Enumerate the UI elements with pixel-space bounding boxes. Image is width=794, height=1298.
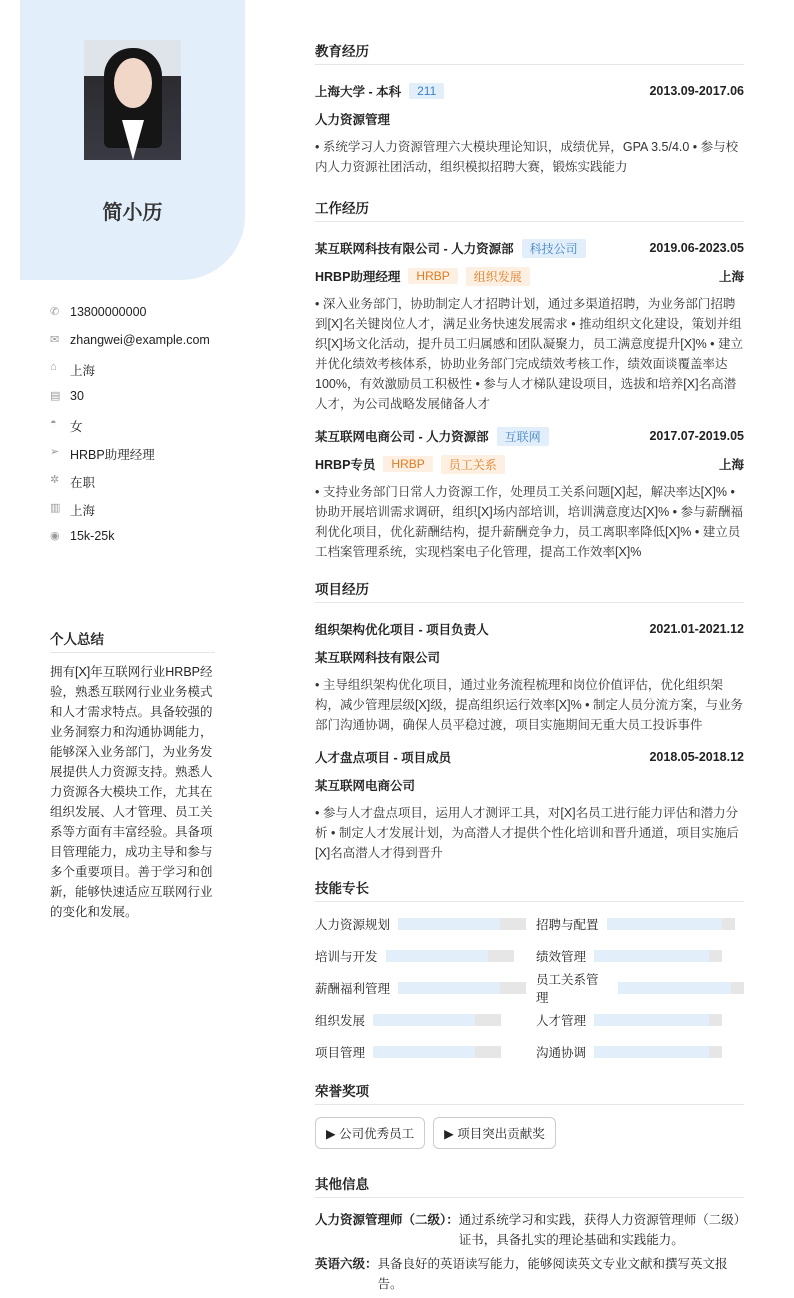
summary-heading: 个人总结	[50, 628, 215, 653]
contact-item	[50, 501, 210, 529]
skill-bar-fill	[594, 1014, 709, 1026]
school-tag: 211	[409, 83, 444, 99]
home-icon: ⌂	[50, 361, 57, 373]
skill-bar	[398, 982, 526, 994]
other-heading: 其他信息	[315, 1173, 744, 1198]
salary-icon: ◉	[50, 530, 60, 542]
skill-name: 培训与开发	[315, 950, 378, 964]
skill-name: 绩效管理	[536, 950, 587, 964]
role-tag: 员工关系	[441, 455, 505, 474]
age-icon: ▤	[50, 390, 61, 402]
skill-item	[536, 946, 744, 966]
skill-bar	[373, 1014, 501, 1026]
skills-grid	[315, 914, 744, 1062]
play-icon: ▶	[444, 1127, 458, 1141]
project-date: 2021.01-2021.12	[649, 622, 744, 636]
project-name: 组织架构优化项目 - 项目负责人	[315, 623, 489, 637]
role: HRBP助理经理	[315, 270, 401, 284]
project-desc: • 参与人才盘点项目，运用人才测评工具，对[X]名员工进行能力评估和潜力分析 • 制定人才发展计划，为高潜人才提供个性化培训和晋升通道，项目实施后[X]名高潜人才得到晋升	[315, 806, 739, 860]
work-desc: • 深入业务部门，协助制定人才招聘计划，通过多渠道招聘，为业务部门招聘到[X]名关键岗位人才，满足业务快速发展需求 • 推动组织文化建设，策划并组织[X]场文化活动，提升员工归属感和团队凝聚力，员工满意度提升[X]% • 建立并优化绩效考核体系，协助业务部门完成绩效考核工作，绩效面谈覆盖率达100%，有效激励员工积极性 • 参与人才梯队建设项目，选拔和培养[X]名高潜人才，为公司战略发展储备人才	[315, 297, 744, 411]
education-date: 2013.09-2017.06	[649, 84, 744, 98]
contact-text: 30	[70, 389, 84, 403]
skill-bar	[398, 918, 526, 930]
award-label: 公司优秀员工	[339, 1127, 415, 1141]
project-header	[315, 743, 744, 771]
school: 上海大学 - 本科	[315, 85, 402, 99]
gender-icon: ◓	[50, 417, 57, 429]
contact-text: zhangwei@example.com	[70, 333, 210, 347]
contact-item	[50, 417, 210, 445]
skill-item	[315, 914, 536, 934]
education-desc: • 系统学习人力资源管理六大模块理论知识，成绩优异，GPA 3.5/4.0 • 参与校内人力资源社团活动，组织模拟招聘大赛，锻炼实践能力	[315, 140, 739, 174]
skill-name: 项目管理	[315, 1046, 366, 1060]
skill-name: 人才管理	[536, 1014, 587, 1028]
project-company: 某互联网电商公司	[315, 779, 416, 793]
sidebar	[20, 0, 245, 919]
other-list	[315, 1210, 744, 1294]
role-tag: HRBP	[383, 456, 432, 472]
skill-bar-fill	[398, 918, 500, 930]
work-city: 上海	[718, 458, 744, 472]
work-role-row	[315, 262, 744, 290]
contact-item	[50, 529, 210, 557]
contact-list	[50, 305, 210, 557]
skill-item	[536, 914, 744, 934]
project-company: 某互联网科技有限公司	[315, 651, 441, 665]
work-date: 2017.07-2019.05	[649, 429, 744, 443]
other-text: 具备良好的英语读写能力，能够阅读英文专业文献和撰写英文报告。	[377, 1257, 728, 1291]
skill-item	[315, 946, 536, 966]
status-icon: ✲	[50, 474, 60, 486]
work-header	[315, 234, 744, 262]
skill-name: 员工关系管理	[536, 973, 599, 1005]
skill-name: 组织发展	[315, 1014, 366, 1028]
summary-text: 拥有[X]年互联网行业HRBP经验，熟悉互联网行业业务模式和人才需求特点。具备较强的业务洞察力和沟通协调能力，能够深入业务部门，为业务发展提供人力资源支持。熟悉人力资源各大模块工作，尤其在组织发展、人才管理、员工关系等方面有丰富经验。具备项目管理能力，成功主导和参与多个重要项目。善于学习和创新，能够快速适应互联网行业的变化和发展。	[50, 665, 213, 919]
role-tag: HRBP	[408, 268, 457, 284]
other-item	[315, 1254, 744, 1294]
contact-text: HRBP助理经理	[70, 448, 155, 462]
role-group	[315, 267, 530, 286]
skill-name: 薪酬福利管理	[315, 982, 391, 996]
education-row	[315, 77, 744, 105]
avatar	[84, 40, 181, 160]
skill-bar	[594, 1014, 722, 1026]
contact-item	[50, 389, 210, 417]
awards-heading: 荣誉奖项	[315, 1080, 744, 1105]
skill-name: 人力资源规划	[315, 918, 391, 932]
work-role-row	[315, 450, 744, 478]
skills-heading: 技能专长	[315, 877, 744, 902]
profile-card	[20, 0, 245, 280]
send-icon: ➢	[50, 446, 60, 458]
other-label: 英语六级：	[315, 1257, 378, 1271]
education-heading: 教育经历	[315, 40, 744, 65]
award-button[interactable]	[433, 1117, 556, 1149]
contact-item	[50, 361, 210, 389]
skill-bar	[594, 950, 722, 962]
skill-bar-fill	[386, 950, 488, 962]
skill-item	[315, 978, 536, 998]
other-text: 通过系统学习和实践，获得人力资源管理师（二级）证书，具备扎实的理论基础和实践能力。	[458, 1213, 741, 1247]
skill-name: 招聘与配置	[536, 918, 599, 932]
role-tag: 组织发展	[466, 267, 530, 286]
contact-text: 13800000000	[70, 305, 147, 319]
skill-bar-fill	[398, 982, 500, 994]
work-date: 2019.06-2023.05	[649, 241, 744, 255]
skill-bar	[618, 982, 744, 994]
work-company-group	[315, 239, 586, 258]
skill-item	[536, 973, 744, 1005]
project-date: 2018.05-2018.12	[649, 750, 744, 764]
skill-bar-fill	[594, 950, 709, 962]
main-content	[315, 40, 744, 1298]
company-name: 某互联网科技有限公司 - 人力资源部	[315, 242, 514, 256]
work-header	[315, 422, 744, 450]
profile-name: 简小历	[102, 202, 163, 224]
contact-text: 上海	[70, 504, 96, 518]
contact-item	[50, 305, 210, 333]
mail-icon: ✉	[50, 334, 60, 346]
projects-heading: 项目经历	[315, 578, 744, 603]
company-tag: 科技公司	[522, 239, 586, 258]
role: HRBP专员	[315, 458, 376, 472]
phone-icon: ✆	[50, 306, 60, 318]
other-item	[315, 1210, 744, 1250]
project-name: 人才盘点项目 - 项目成员	[315, 751, 452, 765]
skill-item	[536, 1042, 744, 1062]
skill-bar	[373, 1046, 501, 1058]
contact-item	[50, 333, 210, 361]
contact-item	[50, 473, 210, 501]
contact-text: 15k-25k	[70, 529, 115, 543]
project-desc: • 主导组织架构优化项目，通过业务流程梳理和岗位价值评估，优化组织架构，减少管理层级[X]级，提高组织运行效率[X]% • 制定人员分流方案，与业务部门沟通协调，确保人员平稳过渡，项目实施期间无重大员工投诉事件	[315, 678, 744, 732]
skill-bar	[386, 950, 514, 962]
skill-bar-fill	[618, 982, 731, 994]
skill-bar-fill	[373, 1014, 475, 1026]
award-button[interactable]	[315, 1117, 425, 1149]
skill-item	[315, 1010, 536, 1030]
award-label: 项目突出贡献奖	[457, 1127, 545, 1141]
work-city: 上海	[718, 270, 744, 284]
project-header	[315, 615, 744, 643]
company-tag: 互联网	[497, 427, 549, 446]
skill-name: 沟通协调	[536, 1046, 587, 1060]
company-name: 某互联网电商公司 - 人力资源部	[315, 430, 489, 444]
work-company-group	[315, 427, 549, 446]
work-heading: 工作经历	[315, 197, 744, 222]
building-icon: ▥	[50, 502, 61, 514]
major: 人力资源管理	[315, 113, 391, 127]
contact-text: 在职	[70, 476, 96, 490]
role-group	[315, 455, 505, 474]
skill-bar	[607, 918, 735, 930]
skill-item	[536, 1010, 744, 1030]
contact-item	[50, 445, 210, 473]
skill-bar-fill	[373, 1046, 475, 1058]
skill-bar-fill	[607, 918, 722, 930]
play-icon: ▶	[326, 1127, 340, 1141]
skill-bar-fill	[594, 1046, 709, 1058]
awards-list	[315, 1117, 744, 1149]
other-label: 人力资源管理师（二级）：	[315, 1213, 459, 1227]
work-desc: • 支持业务部门日常人力资源工作，处理员工关系问题[X]起，解决率达[X]% • 协助开展培训需求调研，组织[X]场内部培训，培训满意度达[X]% • 参与薪酬福利优化项目，优化薪酬结构，提升薪酬竞争力，员工离职率降低[X]% • 建立员工档案管理系统，实现档案电子化管理，提高工作效率[X]%	[315, 485, 744, 559]
skill-item	[315, 1042, 536, 1062]
skill-bar	[594, 1046, 722, 1058]
contact-text: 女	[70, 420, 83, 434]
contact-text: 上海	[70, 364, 96, 378]
